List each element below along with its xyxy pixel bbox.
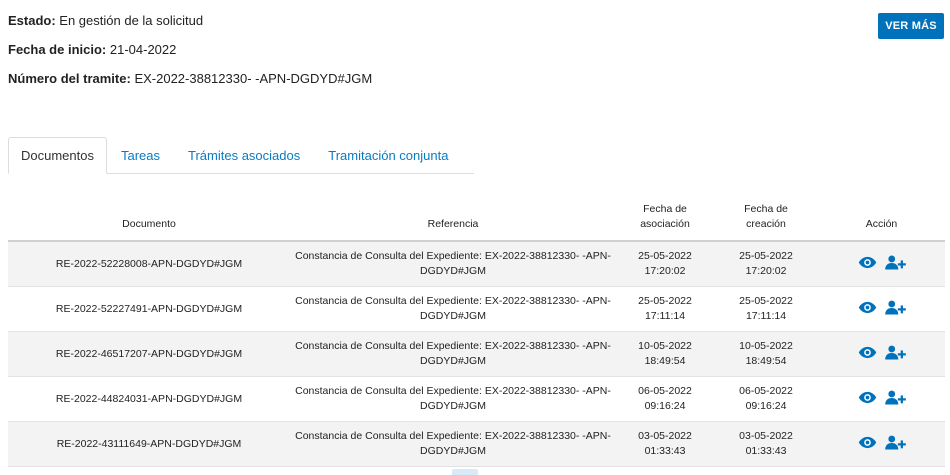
cell-fecha-asociacion — [616, 287, 714, 332]
table-row — [8, 287, 945, 332]
ref-line: DGDYD#JGM — [420, 310, 486, 322]
row-actions — [858, 345, 906, 360]
header-line: Fecha de — [643, 203, 687, 215]
cell-fecha-asociacion — [616, 241, 714, 287]
ref-line: DGDYD#JGM — [420, 445, 486, 457]
estado-row — [8, 13, 372, 42]
ver-mas-button[interactable]: VER MÁS — [878, 13, 944, 39]
cell-referencia — [290, 287, 616, 332]
fecha-inicio-label: Fecha de inicio: — [8, 42, 107, 57]
cell-referencia — [290, 377, 616, 422]
estado-label: Estado: — [8, 13, 56, 28]
ref-line: Constancia de Consulta del Expediente: EX-2022-38812330- -APN- — [295, 250, 611, 262]
add-user-icon[interactable] — [885, 255, 906, 270]
col-header-fecha-creacion — [714, 190, 818, 241]
cell-fecha-creacion — [714, 287, 818, 332]
cell-fecha-asociacion — [616, 332, 714, 377]
eye-icon[interactable] — [858, 346, 877, 359]
eye-icon[interactable] — [858, 301, 877, 314]
cell-accion — [818, 377, 945, 422]
col-header-documento: Documento — [8, 190, 290, 241]
table-row — [8, 241, 945, 287]
ref-line: DGDYD#JGM — [420, 400, 486, 412]
time: 01:33:43 — [745, 445, 787, 457]
cell-referencia — [290, 422, 616, 467]
add-user-icon[interactable] — [885, 300, 906, 315]
cell-fecha-asociacion — [616, 422, 714, 467]
tab-tramites-asociados[interactable]: Trámites asociados — [188, 147, 301, 163]
cell-referencia — [290, 332, 616, 377]
documents-table — [8, 190, 945, 467]
time: 17:20:02 — [644, 265, 686, 277]
date: 10-05-2022 — [739, 340, 793, 352]
date: 03-05-2022 — [638, 430, 692, 442]
col-header-fecha-asociacion — [616, 190, 714, 241]
row-actions — [858, 300, 906, 315]
cell-documento: RE-2022-52227491-APN-DGDYD#JGM — [8, 287, 290, 332]
time: 17:20:02 — [745, 265, 787, 277]
ref-line: DGDYD#JGM — [420, 355, 486, 367]
cell-fecha-creacion — [714, 241, 818, 287]
date: 25-05-2022 — [638, 295, 692, 307]
cell-accion — [818, 241, 945, 287]
pagination-button[interactable] — [452, 469, 478, 475]
col-header-accion: Acción — [818, 190, 945, 241]
ref-line: Constancia de Consulta del Expediente: EX-2022-38812330- -APN- — [295, 430, 611, 442]
time: 09:16:24 — [644, 400, 686, 412]
tab-bar — [8, 137, 474, 174]
time: 17:11:14 — [644, 310, 686, 322]
tab-tramitacion-conjunta[interactable]: Tramitación conjunta — [328, 147, 449, 163]
table-row — [8, 332, 945, 377]
eye-icon[interactable] — [858, 256, 877, 269]
time: 01:33:43 — [644, 445, 686, 457]
header-line: creación — [746, 218, 786, 230]
time: 09:16:24 — [745, 400, 787, 412]
estado-value: En gestión de la solicitud — [59, 13, 204, 28]
eye-icon[interactable] — [858, 436, 877, 449]
date: 03-05-2022 — [739, 430, 793, 442]
cell-referencia — [290, 241, 616, 287]
date: 25-05-2022 — [739, 250, 793, 262]
fecha-inicio-row — [8, 42, 372, 71]
cell-documento: RE-2022-52228008-APN-DGDYD#JGM — [8, 241, 290, 287]
row-actions — [858, 390, 906, 405]
tramite-info — [8, 13, 372, 100]
date: 25-05-2022 — [739, 295, 793, 307]
cell-accion — [818, 287, 945, 332]
date: 10-05-2022 — [638, 340, 692, 352]
cell-documento: RE-2022-44824031-APN-DGDYD#JGM — [8, 377, 290, 422]
fecha-inicio-value: 21-04-2022 — [109, 42, 177, 57]
cell-fecha-creacion — [714, 377, 818, 422]
numero-tramite-row — [8, 71, 372, 100]
time: 18:49:54 — [644, 355, 686, 367]
header-line: asociación — [640, 218, 690, 230]
ref-line: Constancia de Consulta del Expediente: EX-2022-38812330- -APN- — [295, 340, 611, 352]
add-user-icon[interactable] — [885, 345, 906, 360]
eye-icon[interactable] — [858, 391, 877, 404]
cell-fecha-creacion — [714, 332, 818, 377]
tab-tareas[interactable]: Tareas — [120, 147, 161, 163]
cell-fecha-asociacion — [616, 377, 714, 422]
cell-accion — [818, 422, 945, 467]
date: 06-05-2022 — [739, 385, 793, 397]
row-actions — [858, 435, 906, 450]
tab-documentos[interactable]: Documentos — [8, 137, 107, 174]
table-header-row — [8, 190, 945, 241]
ref-line: Constancia de Consulta del Expediente: EX-2022-38812330- -APN- — [295, 295, 611, 307]
cell-documento: RE-2022-43111649-APN-DGDYD#JGM — [8, 422, 290, 467]
date: 25-05-2022 — [638, 250, 692, 262]
cell-fecha-creacion — [714, 422, 818, 467]
col-header-referencia: Referencia — [290, 190, 616, 241]
add-user-icon[interactable] — [885, 435, 906, 450]
row-actions — [858, 255, 906, 270]
numero-tramite-label: Número del tramite: — [8, 71, 131, 86]
header-line: Fecha de — [744, 203, 788, 215]
date: 06-05-2022 — [638, 385, 692, 397]
time: 18:49:54 — [745, 355, 787, 367]
add-user-icon[interactable] — [885, 390, 906, 405]
time: 17:11:14 — [745, 310, 787, 322]
numero-tramite-value: EX-2022-38812330- -APN-DGDYD#JGM — [134, 71, 373, 86]
ref-line: Constancia de Consulta del Expediente: EX-2022-38812330- -APN- — [295, 385, 611, 397]
ref-line: DGDYD#JGM — [420, 265, 486, 277]
cell-documento: RE-2022-46517207-APN-DGDYD#JGM — [8, 332, 290, 377]
cell-accion — [818, 332, 945, 377]
table-row — [8, 422, 945, 467]
table-row — [8, 377, 945, 422]
